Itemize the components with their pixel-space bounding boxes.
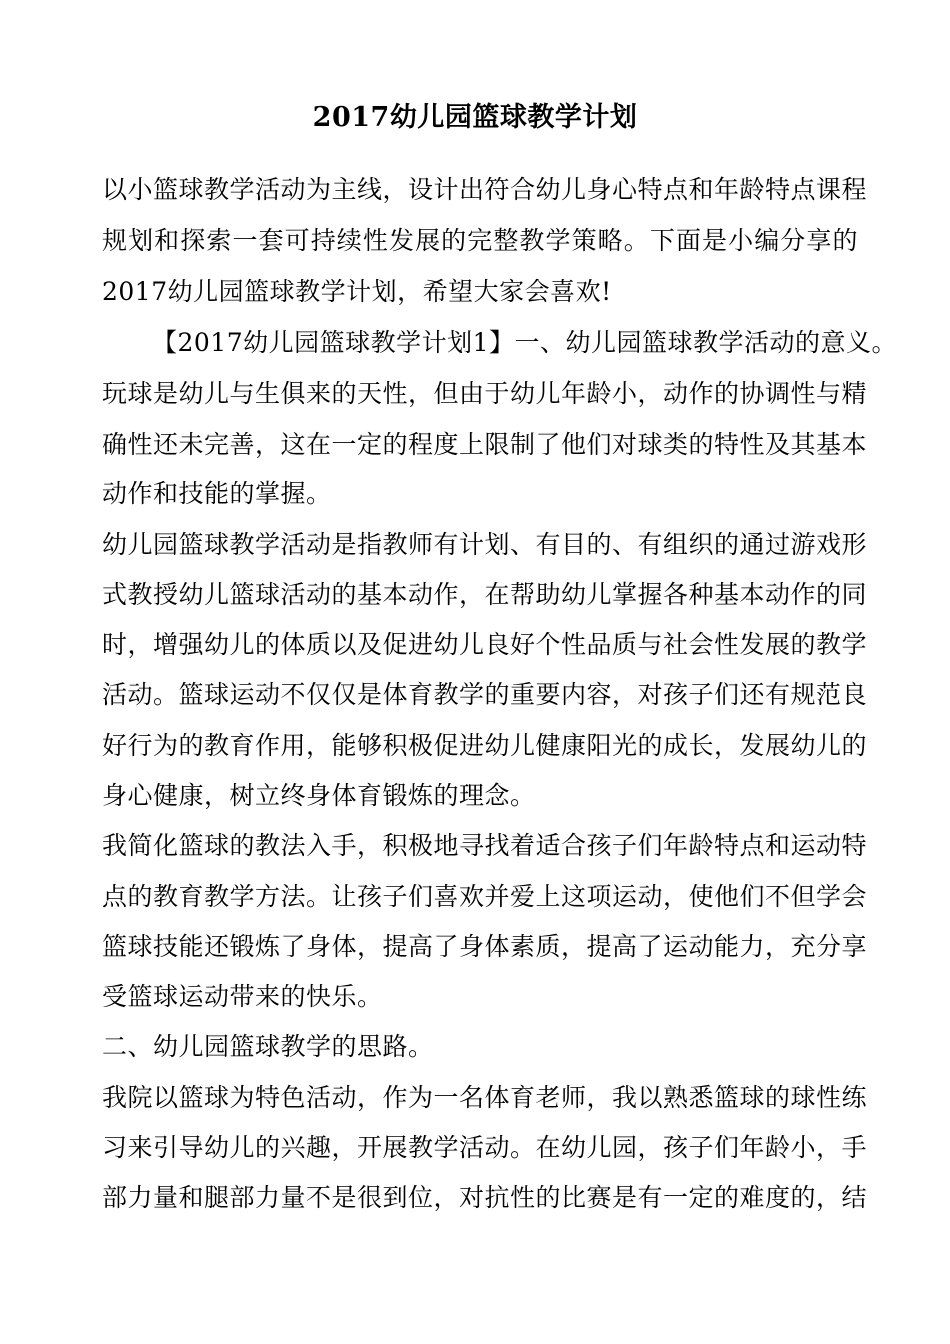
text-line: 我简化篮球的教法入手，积极地寻找着适合孩子们年龄特点和运动特 bbox=[102, 831, 868, 860]
text-line: 二、幼儿园篮球教学的思路。 bbox=[102, 1032, 434, 1061]
text-line: 以小篮球教学活动为主线，设计出符合幼儿身心特点和年龄特点课程 bbox=[102, 175, 868, 204]
text-line: 我院以篮球为特色活动，作为一名体育老师，我以熟悉篮球的球性练 bbox=[102, 1083, 868, 1112]
text-line: 确性还未完善，这在一定的程度上限制了他们对球类的特性及其基本 bbox=[102, 430, 868, 459]
text-line: 部力量和腿部力量不是很到位，对抗性的比赛是有一定的难度的，结 bbox=[102, 1183, 868, 1212]
text-line: 活动。篮球运动不仅仅是体育教学的重要内容，对孩子们还有规范良 bbox=[102, 680, 868, 709]
text-line: 点的教育教学方法。让孩子们喜欢并爱上这项运动，使他们不但学会 bbox=[102, 882, 868, 911]
text-line: 幼儿园篮球教学活动是指教师有计划、有目的、有组织的通过游戏形 bbox=[102, 530, 868, 559]
text-line: 时，增强幼儿的体质以及促进幼儿良好个性品质与社会性发展的教学 bbox=[102, 630, 868, 659]
text-line: 式教授幼儿篮球活动的基本动作，在帮助幼儿掌握各种基本动作的同 bbox=[102, 580, 868, 609]
text-line: 【2017幼儿园篮球教学计划1】一、幼儿园篮球教学活动的意义。 bbox=[152, 328, 898, 357]
text-line: 好行为的教育作用，能够积极促进幼儿健康阳光的成长，发展幼儿的 bbox=[102, 731, 868, 760]
text-line: 身心健康，树立终身体育锻炼的理念。 bbox=[102, 781, 536, 810]
text-line: 玩球是幼儿与生俱来的天性，但由于幼儿年龄小，动作的协调性与精 bbox=[102, 379, 868, 408]
text-line: 篮球技能还锻炼了身体，提高了身体素质，提高了运动能力，充分享 bbox=[102, 932, 868, 961]
text-line: 2017幼儿园篮球教学计划，希望大家会喜欢! bbox=[102, 277, 612, 306]
document-title: 2017幼儿园篮球教学计划 bbox=[312, 102, 638, 133]
text-line: 规划和探索一套可持续性发展的完整教学策略。下面是小编分享的 bbox=[102, 226, 858, 255]
text-line: 受篮球运动带来的快乐。 bbox=[102, 982, 383, 1011]
text-line: 动作和技能的掌握。 bbox=[102, 479, 332, 508]
text-line: 习来引导幼儿的兴趣，开展教学活动。在幼儿园，孩子们年龄小，手 bbox=[102, 1133, 868, 1162]
